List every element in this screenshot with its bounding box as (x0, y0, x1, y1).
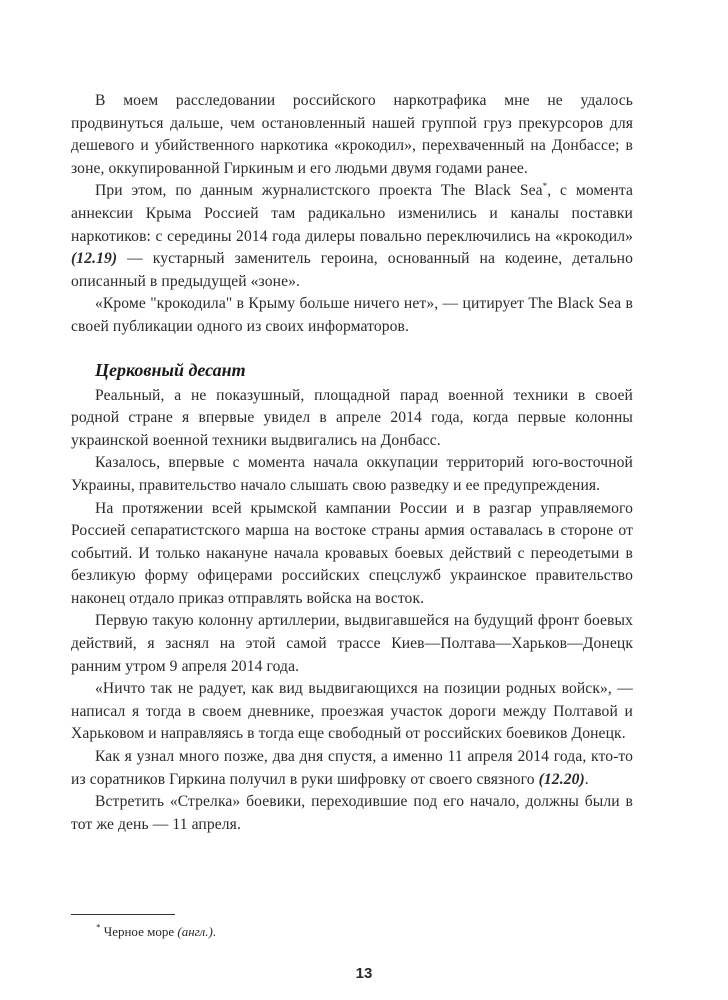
paragraph-diary-quote: «Ничто так не радует, как вид выдвигающихся на позиции родных войск», — написал я тогда в своем дневнике, проезжая участок дороги между Полтавой и Харьковом и направляясь в тогда еще свободный от российских боевиков Донецк. (71, 680, 633, 743)
paragraph-artillery-column: Первую такую колонну артиллерии, выдвигавшейся на будущий фронт боевых действий, я заснял на этой самой трассе Киев—Полтава—Харьков—Донецк ранним утром 9 апреля 2014 года. (71, 612, 633, 675)
paragraph-quote-crocodile: «Кроме "крокодила" в Крыму больше ничего нет», — цитирует The Black Sea в своей публикации одного из своих информаторов. (71, 295, 633, 335)
reference-12-19: (12.19) (71, 250, 118, 268)
paragraph-drug-investigation: В моем расследовании российского наркотрафика мне не удалось продвинуться дальше, чем остановленный нашей группой груз прекурсоров для дешевого и убийственного наркотика «крокодил», перехваченный на Донбассе; в зоне, оккупированной Гиркиным и его людьми двумя годами ранее. (71, 92, 633, 177)
paragraph-crimean-campaign: На протяжении всей крымской кампании России и в разгар управляемого Россией сепаратистского марша на востоке страны армия оставалась в стороне от событий. И только накануне начала кровавых боевых действий с переодетыми в безликую форму офицерами российских спецслужб украинское правительство наконец отдало приказ отправлять войска на восток. (71, 499, 633, 607)
paragraph-text: , с момента аннексии Крыма Россией там радикально изменились и каналы поставки наркотиков: с середины 2014 года дилеры повально переключились на «крокодил» (71, 182, 633, 245)
section-heading: Церковный десант (95, 359, 246, 380)
paragraph-intelligence: Казалось, впервые с момента начала оккупации территорий юго-восточной Украины, правительство начало слышать свою разведку и ее предупреждения. (71, 454, 633, 494)
paragraph-strelok-meeting: Встретить «Стрелка» боевики, переходившие под его начало, должны были в тот же день — 11 апреля. (71, 793, 633, 833)
paragraph-text: При этом, по данным журналистского проекта The Black Sea (95, 182, 543, 200)
footnote-divider (71, 914, 175, 915)
paragraph-black-sea (71, 180, 633, 293)
book-page (71, 66, 633, 836)
reference-12-20: (12.20) (538, 770, 585, 788)
footnote (96, 924, 216, 940)
footnote-italic: (англ.) (177, 924, 213, 939)
paragraph-text: — кустарный заменитель героина, основанный на кодеине, детально описанный в предыдущей «зоне». (71, 250, 633, 290)
paragraph-cipher (71, 746, 633, 791)
footnote-end: . (212, 924, 217, 939)
footnote-text: Черное море (103, 924, 178, 939)
footnote-marker: * (542, 181, 548, 192)
paragraph-text: . (584, 770, 589, 788)
paragraph-military-parade: Реальный, а не показушный, площадной парад военной техники в своей родной стране я впервые увидел в апреле 2014 года, когда первые колонны украинской военной техники выдвигались на Донбасс. (71, 386, 633, 449)
footnote-marker: * (96, 922, 101, 933)
page-number: 13 (355, 965, 373, 982)
paragraph-text: Как я узнал много позже, два дня спустя, а именно 11 апреля 2014 года, кто-то из соратников Гиркина получил в руки шифровку от своего связного (71, 748, 633, 788)
